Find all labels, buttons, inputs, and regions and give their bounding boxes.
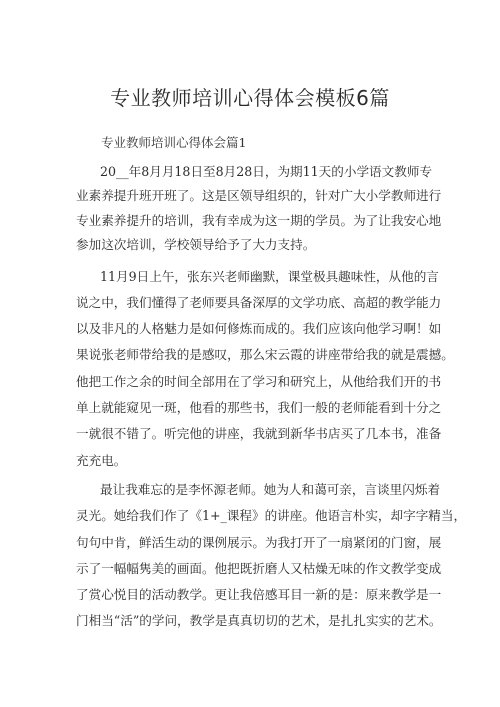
body-line: 11月9日上午，张东兴老师幽默，课堂极具趣味性，从他的言 xyxy=(100,269,439,284)
body-line: 门相当“活”的学问，教学是真真切切的艺术，是扎扎实实的艺术。 xyxy=(76,613,442,628)
body-line: 了赏心悦目的活动教学。更让我倍感耳目一新的是：原来教学是一 xyxy=(76,587,442,602)
body-line: 专业素养提升的培训，我有幸成为这一期的学员。为了让我安心地 xyxy=(76,213,442,228)
document-title: 专业教师培训心得体会模板6篇 xyxy=(110,86,390,110)
body-line: 业素养提升班开班了。这是区领导组织的，针对广大小学教师进行 xyxy=(76,188,442,203)
body-line: 灵光。她给我们作了《1+_课程》的讲座。他语言朴实，却字字精当， xyxy=(76,508,467,523)
body-line: 句句中肯，鲜活生动的课例展示。为我打开了一扇紧闭的门窗，展 xyxy=(76,535,442,550)
body-line: 参加这次培训，学校领导给予了大力支持。 xyxy=(76,237,316,252)
body-line: 最让我难忘的是李怀源老师。她为人和蔼可亲，言谈里闪烁着 xyxy=(100,482,441,497)
section-heading: 专业教师培训心得体会篇1 xyxy=(101,135,247,150)
body-line: 20__年8月月18日至8月28日，为期11天的小学语文教师专 xyxy=(100,164,433,179)
body-line: 果说张老师带给我的是感叹，那么宋云霞的讲座带给我的就是震撼。 xyxy=(76,347,454,362)
body-line: 一就很不错了。听完他的讲座，我就到新华书店买了几本书，准备 xyxy=(76,426,442,441)
body-line: 说之中，我们懂得了老师要具备深厚的文学功底、高超的教学能力 xyxy=(76,295,442,310)
body-line: 他把工作之余的时间全部用在了学习和研究上，从他给我们开的书 xyxy=(76,374,442,389)
body-line: 充充电。 xyxy=(76,453,127,468)
body-line: 示了一幅幅隽美的画面。他把既折磨人又枯燥无味的作文教学变成 xyxy=(76,561,442,576)
body-line: 单上就能窥见一斑，他看的那些书，我们一般的老师能看到十分之 xyxy=(76,400,442,415)
body-line: 以及非凡的人格魅力是如何修炼而成的。我们应该向他学习啊！如 xyxy=(76,321,442,336)
